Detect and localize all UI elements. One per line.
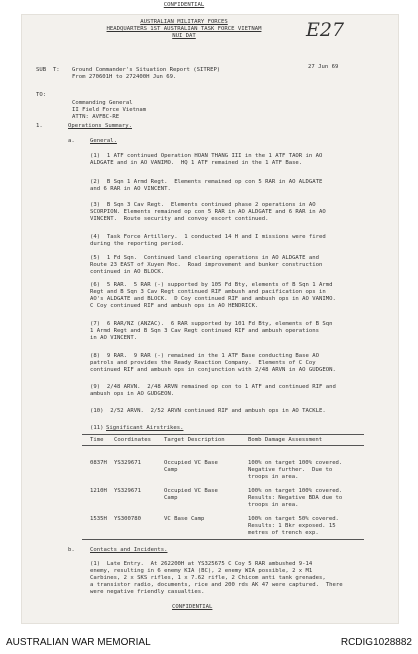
paragraph-line: (3) B Sqn 3 Cav Regt. Elements continued phase 2 operations in AO (90, 202, 316, 208)
table-cell-target: Occupied VC Base (164, 460, 218, 466)
table-rule (82, 445, 364, 446)
paragraph-line: SCORPION. Elements remained op con 5 RAR in AO ALDGATE and 6 RAR in AO (90, 209, 326, 215)
paragraph-line: Carbines, 2 x SKS rifles, 1 x 7.62 rifle, 2 Chicom anti tank grenades, (90, 575, 326, 581)
document-date: 27 Jun 69 (308, 64, 339, 70)
table-cell-bda: 100% on target 50% covered. (248, 516, 339, 522)
table-cell-bda: metres of trench exp. (248, 530, 319, 536)
paragraph-line: a transistor radio, documents, rice and 200 rds AK 47 were captured. There (90, 582, 343, 588)
table-header-cell: Bomb Damage Assessment (248, 437, 323, 443)
paragraph-line: and 6 RAR in AO VINCENT. (90, 186, 171, 192)
archive-source-label: AUSTRALIAN WAR MEMORIAL (6, 637, 151, 648)
table-header-cell: Time (90, 437, 104, 443)
table-cell-target: VC Base Camp (164, 516, 205, 522)
paragraph-line: (1) Late Entry. At 262200H at YS325675 C Coy 5 RAR ambushed 9-14 (90, 561, 313, 567)
table-header-cell: Target Description (164, 437, 225, 443)
paragraph-line: Route 23 EAST of Xuyen Moc. Road improvement and bunker construction (90, 262, 323, 268)
table-cell-coordinates: YS300780 (114, 516, 141, 522)
table-header-cell: Coordinates (114, 437, 152, 443)
paragraph-line: Regt and B Sqn 3 Cav Regt continued RIF ambush and pacification ops in (90, 289, 326, 295)
subject-line-2: From 270601H to 272400H Jun 69. (72, 74, 177, 80)
paragraph-number: (11) (90, 425, 104, 431)
subsection-label: b. (68, 547, 75, 553)
paragraph-line: patrols and provides the Ready Reaction Company. Elements of C Coy (90, 360, 316, 366)
section-title: Operations Summary. (68, 123, 132, 129)
to-line: ATTN: AVFBC-RE (72, 114, 120, 120)
paragraph-line: continued RIF and ambush ops in conjunction with 2/48 ARVN in AO GUDGEON. (90, 367, 336, 373)
table-cell-coordinates: YS329671 (114, 488, 141, 494)
table-cell-target: Camp (164, 495, 178, 501)
section-number: 1. (36, 123, 43, 129)
paragraph-line: during the reporting period. (90, 241, 185, 247)
subject-label: SUB T: (36, 67, 60, 73)
table-rule (82, 539, 364, 540)
subsection-title: General. (90, 138, 117, 144)
to-line: Commanding General (72, 100, 133, 106)
paragraph-line: (9) 2/48 ARVN. 2/48 ARVN remained op con to 1 ATF and continued RIF and (90, 384, 336, 390)
paragraph-line: in AO VINCENT. (90, 335, 138, 341)
table-cell-time: 1210H (90, 488, 107, 494)
paragraph-line: (4) Task Force Artillery. 1 conducted 14 H and I missions were fired (90, 234, 326, 240)
table-cell-time: 1535H (90, 516, 107, 522)
table-cell-coordinates: YS329671 (114, 460, 141, 466)
document-page (22, 2, 398, 623)
paragraph-line: (10) 2/52 ARVN. 2/52 ARVN continued RIF and ambush ops in AO TACKLE. (90, 408, 326, 414)
table-cell-target: Camp (164, 467, 178, 473)
paragraph-line: (5) 1 Fd Sqn. Continued land clearing operations in AO ALDGATE and (90, 255, 320, 261)
paragraph-line: ambush ops in AO GUDGEON. (90, 391, 175, 397)
paragraph-line: (8) 9 RAR. 9 RAR (-) remained in the 1 ATF Base conducting Base AO (90, 353, 320, 359)
paragraph-line: VINCENT. Route security and convoy escort continued. (90, 216, 269, 222)
table-cell-bda: troops in area. (248, 474, 299, 480)
paragraph-line: (2) B Sqn 1 Armd Regt. Elements remained op con 5 RAR in AO ALDGATE (90, 179, 323, 185)
footer-classification-stamp: CONFIDENTIAL (172, 604, 213, 610)
paragraph-line: ALDGATE and in AO VANIMO. HQ 1 ATF remained in the 1 ATF Base. (90, 160, 303, 166)
paragraph-title: Significant Airstrikes. (106, 425, 184, 431)
paragraph-line: enemy, resulting in 6 enemy KIA (BC), 2 enemy WIA possible, 2 x M1 (90, 568, 313, 574)
table-cell-bda: Results: 1 Bkr exposed. 15 (248, 523, 336, 529)
archive-footer-bar (0, 629, 418, 654)
archive-reference-id: RCDIG1028882 (340, 637, 412, 648)
table-cell-bda: Results: Negative BDA due to (248, 495, 343, 501)
table-cell-bda: 100% on target 100% covered. (248, 488, 343, 494)
table-cell-bda: 100% on target 100% covered. (248, 460, 343, 466)
to-label: TO: (36, 92, 47, 98)
paragraph-line: AO's ALDGATE and BLOCK. D Coy continued RIF and ambush ops in AO VANIMO. (90, 296, 336, 302)
table-rule (82, 434, 364, 435)
org-heading-1: AUSTRALIAN MILITARY FORCES (140, 19, 228, 25)
to-line: II Field Force Vietnam (72, 107, 147, 113)
table-cell-bda: Negative further. Due to (248, 467, 333, 473)
org-heading-3: NUI DAT (172, 33, 196, 39)
classification-heading: CONFIDENTIAL (163, 2, 205, 8)
paragraph-line: (7) 6 RAR/NZ (ANZAC). 6 RAR supported by 101 Fd Bty, elements of B Sqn (90, 321, 333, 327)
table-cell-target: Occupied VC Base (164, 488, 218, 494)
paragraph-line: were negative friendly casualties. (90, 589, 205, 595)
subsection-label: a. (68, 138, 75, 144)
handwritten-annotation: E27 (306, 19, 345, 41)
org-heading-2: HEADQUARTERS 1ST AUSTRALIAN TASK FORCE VIETNAM (106, 26, 262, 32)
paragraph-line: 1 Armd Regt and B Sqn 3 Cav Regt continued RIF and ambush operations (90, 328, 320, 334)
subsection-title: Contacts and Incidents. (90, 547, 168, 553)
paragraph-line: (6) 5 RAR. 5 RAR (-) supported by 105 Fd Bty, elements of B Sqn 1 Armd (90, 282, 333, 288)
paragraph-line: continued in AO BLOCK. (90, 269, 165, 275)
table-cell-bda: troops in area. (248, 502, 299, 508)
paragraph-line: C Coy continued RIF and ambush ops in AO HENDRICK. (90, 303, 259, 309)
table-cell-time: 0837H (90, 460, 107, 466)
subject-line-1: Ground Commander's Situation Report (SITREP) (72, 67, 221, 73)
paragraph-line: (1) 1 ATF continued Operation HOAN THANG III in the 1 ATF TAOR in AO (90, 153, 323, 159)
